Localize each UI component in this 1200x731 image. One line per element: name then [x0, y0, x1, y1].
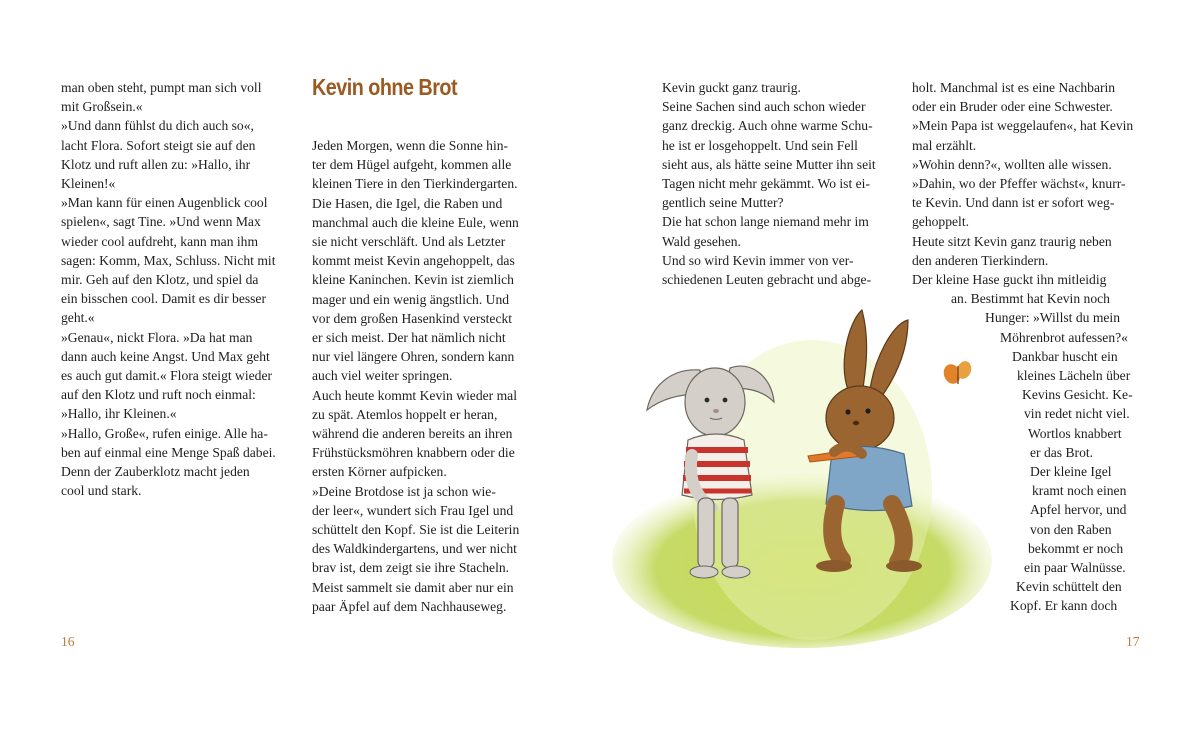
text-line: Tagen nicht mehr gekämmt. Wo ist ei-	[662, 176, 870, 192]
text-line: es auch gut damit.« Flora steigt wieder	[61, 368, 273, 384]
text-line: »Deine Brotdose ist ja schon wie-	[312, 483, 496, 499]
text-line: gentlich seine Mutter?	[662, 195, 784, 211]
text-line: zu spät. Atemlos hoppelt er heran,	[312, 406, 498, 422]
left-page-column-2	[312, 136, 542, 616]
text-line: Wortlos knabbert	[1028, 425, 1122, 441]
text-line: Dankbar huscht ein	[1012, 348, 1118, 364]
text-line: Der kleine Hase guckt ihn mitleidig	[912, 272, 1107, 288]
text-line: kommt meist Kevin angehoppelt, das	[312, 253, 515, 269]
text-line: an. Bestimmt hat Kevin noch	[951, 291, 1110, 307]
right-page-column-1	[662, 78, 892, 289]
text-line: Kevin guckt ganz traurig.	[662, 80, 801, 95]
text-line: he ist er losgehoppelt. Und sein Fell	[662, 137, 858, 153]
text-line: ein paar Walnüsse.	[1024, 560, 1126, 576]
text-line: ben auf einmal eine Menge Spaß dabei.	[61, 444, 276, 460]
text-line: gehoppelt.	[912, 214, 970, 230]
text-line: vin redet nicht viel.	[1024, 406, 1130, 422]
text-line: »Genau«, nickt Flora. »Da hat man	[61, 329, 253, 345]
text-line: sagen: Komm, Max, Schluss. Nicht mit	[61, 252, 276, 268]
text-line: lacht Flora. Sofort steigt sie auf den	[61, 137, 256, 153]
text-line: nur viel längere Ohren, sondern kann	[312, 349, 515, 365]
text-line: auf den Klotz und ruft noch einmal:	[61, 387, 256, 403]
text-line: Jeden Morgen, wenn die Sonne hin-	[312, 138, 509, 153]
text-line: schiedenen Leuten gebracht und abge-	[662, 272, 872, 288]
text-line: Denn der Zauberklotz macht jeden	[61, 464, 250, 480]
text-line: Seine Sachen sind auch schon wieder	[662, 99, 866, 115]
text-line: sieht aus, als hätte seine Mutter ihn seit	[662, 156, 876, 172]
text-line: auch viel weiter springen.	[312, 368, 453, 384]
left-page-column-1	[61, 78, 291, 500]
text-line: Apfel hervor, und	[1030, 502, 1127, 518]
text-line: Und so wird Kevin immer von ver-	[662, 252, 854, 268]
text-line: ersten Körner aufpicken.	[312, 464, 447, 480]
text-line: Heute sitzt Kevin ganz traurig neben	[912, 233, 1112, 249]
text-line: vor dem großen Hasenkind versteckt	[312, 310, 513, 326]
text-line: brav ist, dem zeigt sie ihre Stacheln.	[312, 560, 510, 576]
text-line: Wald gesehen.	[662, 233, 741, 249]
text-line: manchmal auch die kleine Eule, wenn	[312, 214, 519, 230]
text-line: während die anderen bereits an ihren	[312, 426, 513, 442]
text-line: man oben steht, pumpt man sich voll	[61, 80, 262, 95]
text-line: sie nicht verschläft. Und als Letzter	[312, 234, 506, 250]
butterfly-icon	[941, 359, 974, 386]
text-line: Kevins Gesicht. Ke-	[1022, 387, 1133, 403]
text-line: kleines Lächeln über	[1017, 368, 1131, 384]
text-line: Meist sammelt sie damit aber nur ein	[312, 579, 514, 595]
text-line: den anderen Tierkindern.	[912, 252, 1049, 268]
text-line: wieder cool aufdreht, kann man ihm	[61, 233, 259, 249]
text-line: »Hallo, ihr Kleinen.«	[61, 406, 177, 422]
text-line: Die Hasen, die Igel, die Raben und	[312, 195, 503, 211]
text-line: mager und ein wenig ängstlich. Und	[312, 291, 510, 307]
text-line: schüttelt den Kopf. Sie ist die Leiterin	[312, 522, 520, 538]
text-line: »Hallo, Große«, rufen einige. Alle ha-	[61, 425, 268, 441]
page-number-right: 17	[1126, 634, 1140, 649]
text-line: ganz dreckig. Auch ohne warme Schu-	[662, 118, 873, 134]
text-line: er sich meist. Der hat nämlich nicht	[312, 330, 506, 346]
text-line: des Waldkindergartens, und wer nicht	[312, 541, 517, 557]
bunnies-illustration	[612, 290, 992, 650]
text-line: er das Brot.	[1030, 444, 1094, 460]
text-line: der leer«, wundert sich Frau Igel und	[312, 502, 514, 518]
text-line: »Wohin denn?«, wollten alle wissen.	[912, 156, 1112, 172]
text-line: »Man kann für einen Augenblick cool	[61, 195, 268, 211]
text-line: Möhrenbrot aufessen?«	[1000, 329, 1128, 345]
text-line: paar Äpfel auf dem Nachhauseweg.	[312, 598, 507, 614]
text-line: geht.«	[61, 310, 95, 326]
text-line: mit Großsein.«	[61, 99, 143, 115]
page-number-left: 16	[61, 634, 75, 649]
text-line: »Dahin, wo der Pfeffer wächst«, knurr-	[912, 176, 1126, 192]
text-line: kramt noch einen	[1032, 483, 1127, 499]
text-line: Auch heute kommt Kevin wieder mal	[312, 387, 517, 403]
text-line: Kopf. Er kann doch	[1010, 598, 1118, 614]
text-line: mir. Geh auf den Klotz, und spiel da	[61, 272, 259, 288]
text-line: ter dem Hügel aufgeht, kommen alle	[312, 157, 512, 173]
text-line: Klotz und ruft allen zu: »Hallo, ihr	[61, 156, 251, 172]
text-line: kleine Kaninchen. Kevin ist ziemlich	[312, 272, 514, 288]
text-line: »Und dann fühlst du dich auch so«,	[61, 118, 254, 134]
text-line: holt. Manchmal ist es eine Nachbarin	[912, 80, 1116, 95]
text-line: kleinen Tiere in den Tierkindergarten.	[312, 176, 518, 192]
text-line: mal erzählt.	[912, 137, 977, 153]
chapter-title: Kevin ohne Brot	[312, 74, 458, 100]
text-line: »Mein Papa ist weggelaufen«, hat Kevin	[912, 118, 1134, 134]
text-line: Der kleine Igel	[1030, 464, 1112, 480]
text-line: Kevin schüttelt den	[1016, 579, 1122, 595]
text-line: oder ein Bruder oder eine Schwester.	[912, 99, 1113, 115]
text-line: Hunger: »Willst du mein	[985, 310, 1120, 326]
text-line: spielen«, sagt Tine. »Und wenn Max	[61, 214, 261, 230]
text-line: Frühstücksmöhren knabbern oder die	[312, 445, 515, 461]
text-line: cool und stark.	[61, 483, 142, 499]
text-line: ein bisschen cool. Damit es dir besser	[61, 291, 266, 307]
text-line: dann auch keine Angst. Und Max geht	[61, 348, 270, 364]
text-line: Die hat schon lange niemand mehr im	[662, 214, 869, 230]
text-line: te Kevin. Und dann ist er sofort weg-	[912, 195, 1115, 211]
text-line: von den Raben	[1030, 521, 1112, 537]
text-line: Kleinen!«	[61, 176, 116, 192]
text-line: bekommt er noch	[1028, 540, 1124, 556]
